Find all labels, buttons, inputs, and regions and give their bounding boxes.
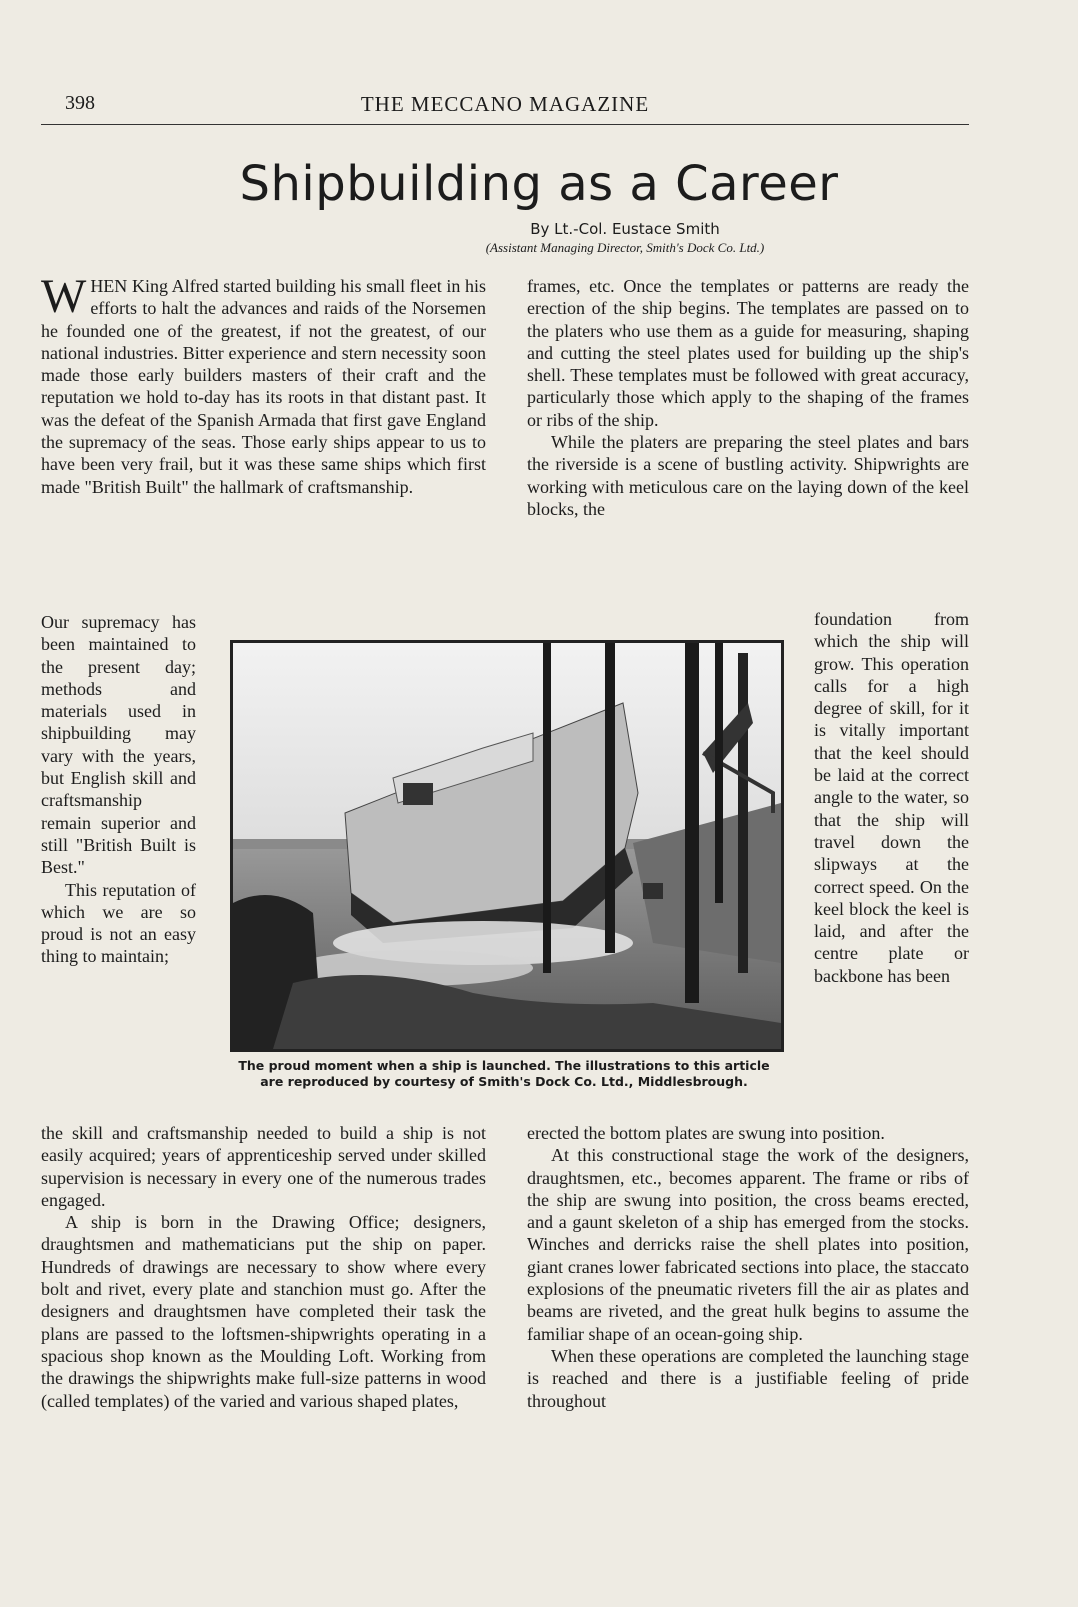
right-paragraph-2-end: erected the bottom plates are swung into position. (527, 1123, 885, 1143)
left-paragraph-3-continued: the skill and craftsmanship needed to build a ship is not easily acquired; years of apprenticeship served under skilled supervision is necessary in every one of the numerous trades engaged. (41, 1123, 486, 1210)
left-paragraph-4: A ship is born in the Drawing Office; designers, draughtsmen and mathematicians put the ship on paper. Hundreds of drawings are necessary to show where every bolt and rivet, every plate and stanchion must go. After the designers and draughtsmen have completed their task the plans are passed to the loftsmen-shipwrights operating in a spacious shop known as the Moulding Loft. Working from the drawings the shipwrights make full-size patterns in wood (called templates) of the varied and various shaped plates, (41, 1212, 486, 1411)
right-paragraph-4: When these operations are completed the launching stage is reached and there is a justifiable feeling of pride throughout (527, 1345, 969, 1411)
left-column-top (41, 270, 486, 498)
right-paragraph-3: At this constructional stage the work of the designers, draughtsmen, etc., becomes apparent. The frame or ribs of the ship are swung into position, the cross beams erected, and a gaunt skeleton of a ship has emerged from the stocks. Winches and derricks raise the shell plates into position, giant cranes lower fabricated sections into place, the staccato explosions of the pneumatic riveters fill the air as plates and beams are riveted, and the great hulk begins to assume the familiar shape of an ocean-going ship. (527, 1145, 969, 1344)
drop-cap: W (41, 270, 87, 323)
figure-caption: The proud moment when a ship is launched. The illustrations to this article are reproduced by courtesy of Smith's Dock Co. Ltd., Middlesbrough. (238, 1058, 770, 1089)
page-number: 398 (65, 92, 95, 114)
left-paragraph-1: WHEN King Alfred started building his small fleet in his efforts to halt the advances and raids of the Norsemen he founded one of the greatest, if not the greatest, of our national industries. Bitter experience and stern necessity soon made those early builders masters of their craft and the reputation we hold to-day has its roots in that distant past. It was the defeat of the Spanish Armada that first gave England the supremacy of the seas. Those early ships appear to us to have been very frail, but it was these same ships which first made "British Built" the hallmark of craftsmanship. (41, 270, 486, 497)
left-paragraph-3: This reputation of which we are so proud is not an easy thing to maintain; (41, 879, 196, 967)
running-head (41, 92, 969, 120)
magazine-name: THE MECCANO MAGAZINE (360, 92, 650, 116)
right-column-top (527, 275, 969, 520)
article-byline-affiliation: (Assistant Managing Director, Smith's Dock Co. Ltd.) (485, 240, 765, 255)
article-title: Shipbuilding as a Career (239, 156, 839, 212)
right-column-bottom (527, 1122, 969, 1412)
right-paragraph-1: frames, etc. Once the templates or patterns are ready the erection of the ship begins. The templates are passed on to the platers who use them as a guide for measuring, shaping and cutting the steel plates used for building up the ship's shell. These templates must be followed with great accuracy, particularly those which apply to the shaping of the frames or ribs of the ship. (527, 276, 969, 430)
header-rule (41, 124, 969, 125)
ship-launch-illustration (233, 643, 781, 1049)
left-column-narrow (41, 611, 196, 968)
left-paragraph-2: Our supremacy has been maintained to the present day; methods and materials used in shipbuilding may vary with the years, but English skill and craftsmanship remain superior and still "British Built is Best." (41, 612, 196, 878)
ship-launch-photo (230, 640, 784, 1052)
left-column-bottom (41, 1122, 486, 1412)
article-byline: By Lt.-Col. Eustace Smith (530, 220, 720, 238)
right-paragraph-2: While the platers are preparing the steel plates and bars the riverside is a scene of bustling activity. Shipwrights are working with meticulous care on the laying down of the keel blocks, the (527, 432, 969, 519)
right-column-narrow (814, 608, 969, 987)
right-paragraph-2-continued: foundation from which the ship will grow. This operation calls for a high degree of skill, for it is vitally important that the keel should be laid at the correct angle to the water, so that the ship will travel down the slipways at the correct speed. On the keel block the keel is laid, and after the centre plate or backbone has been (814, 609, 969, 986)
